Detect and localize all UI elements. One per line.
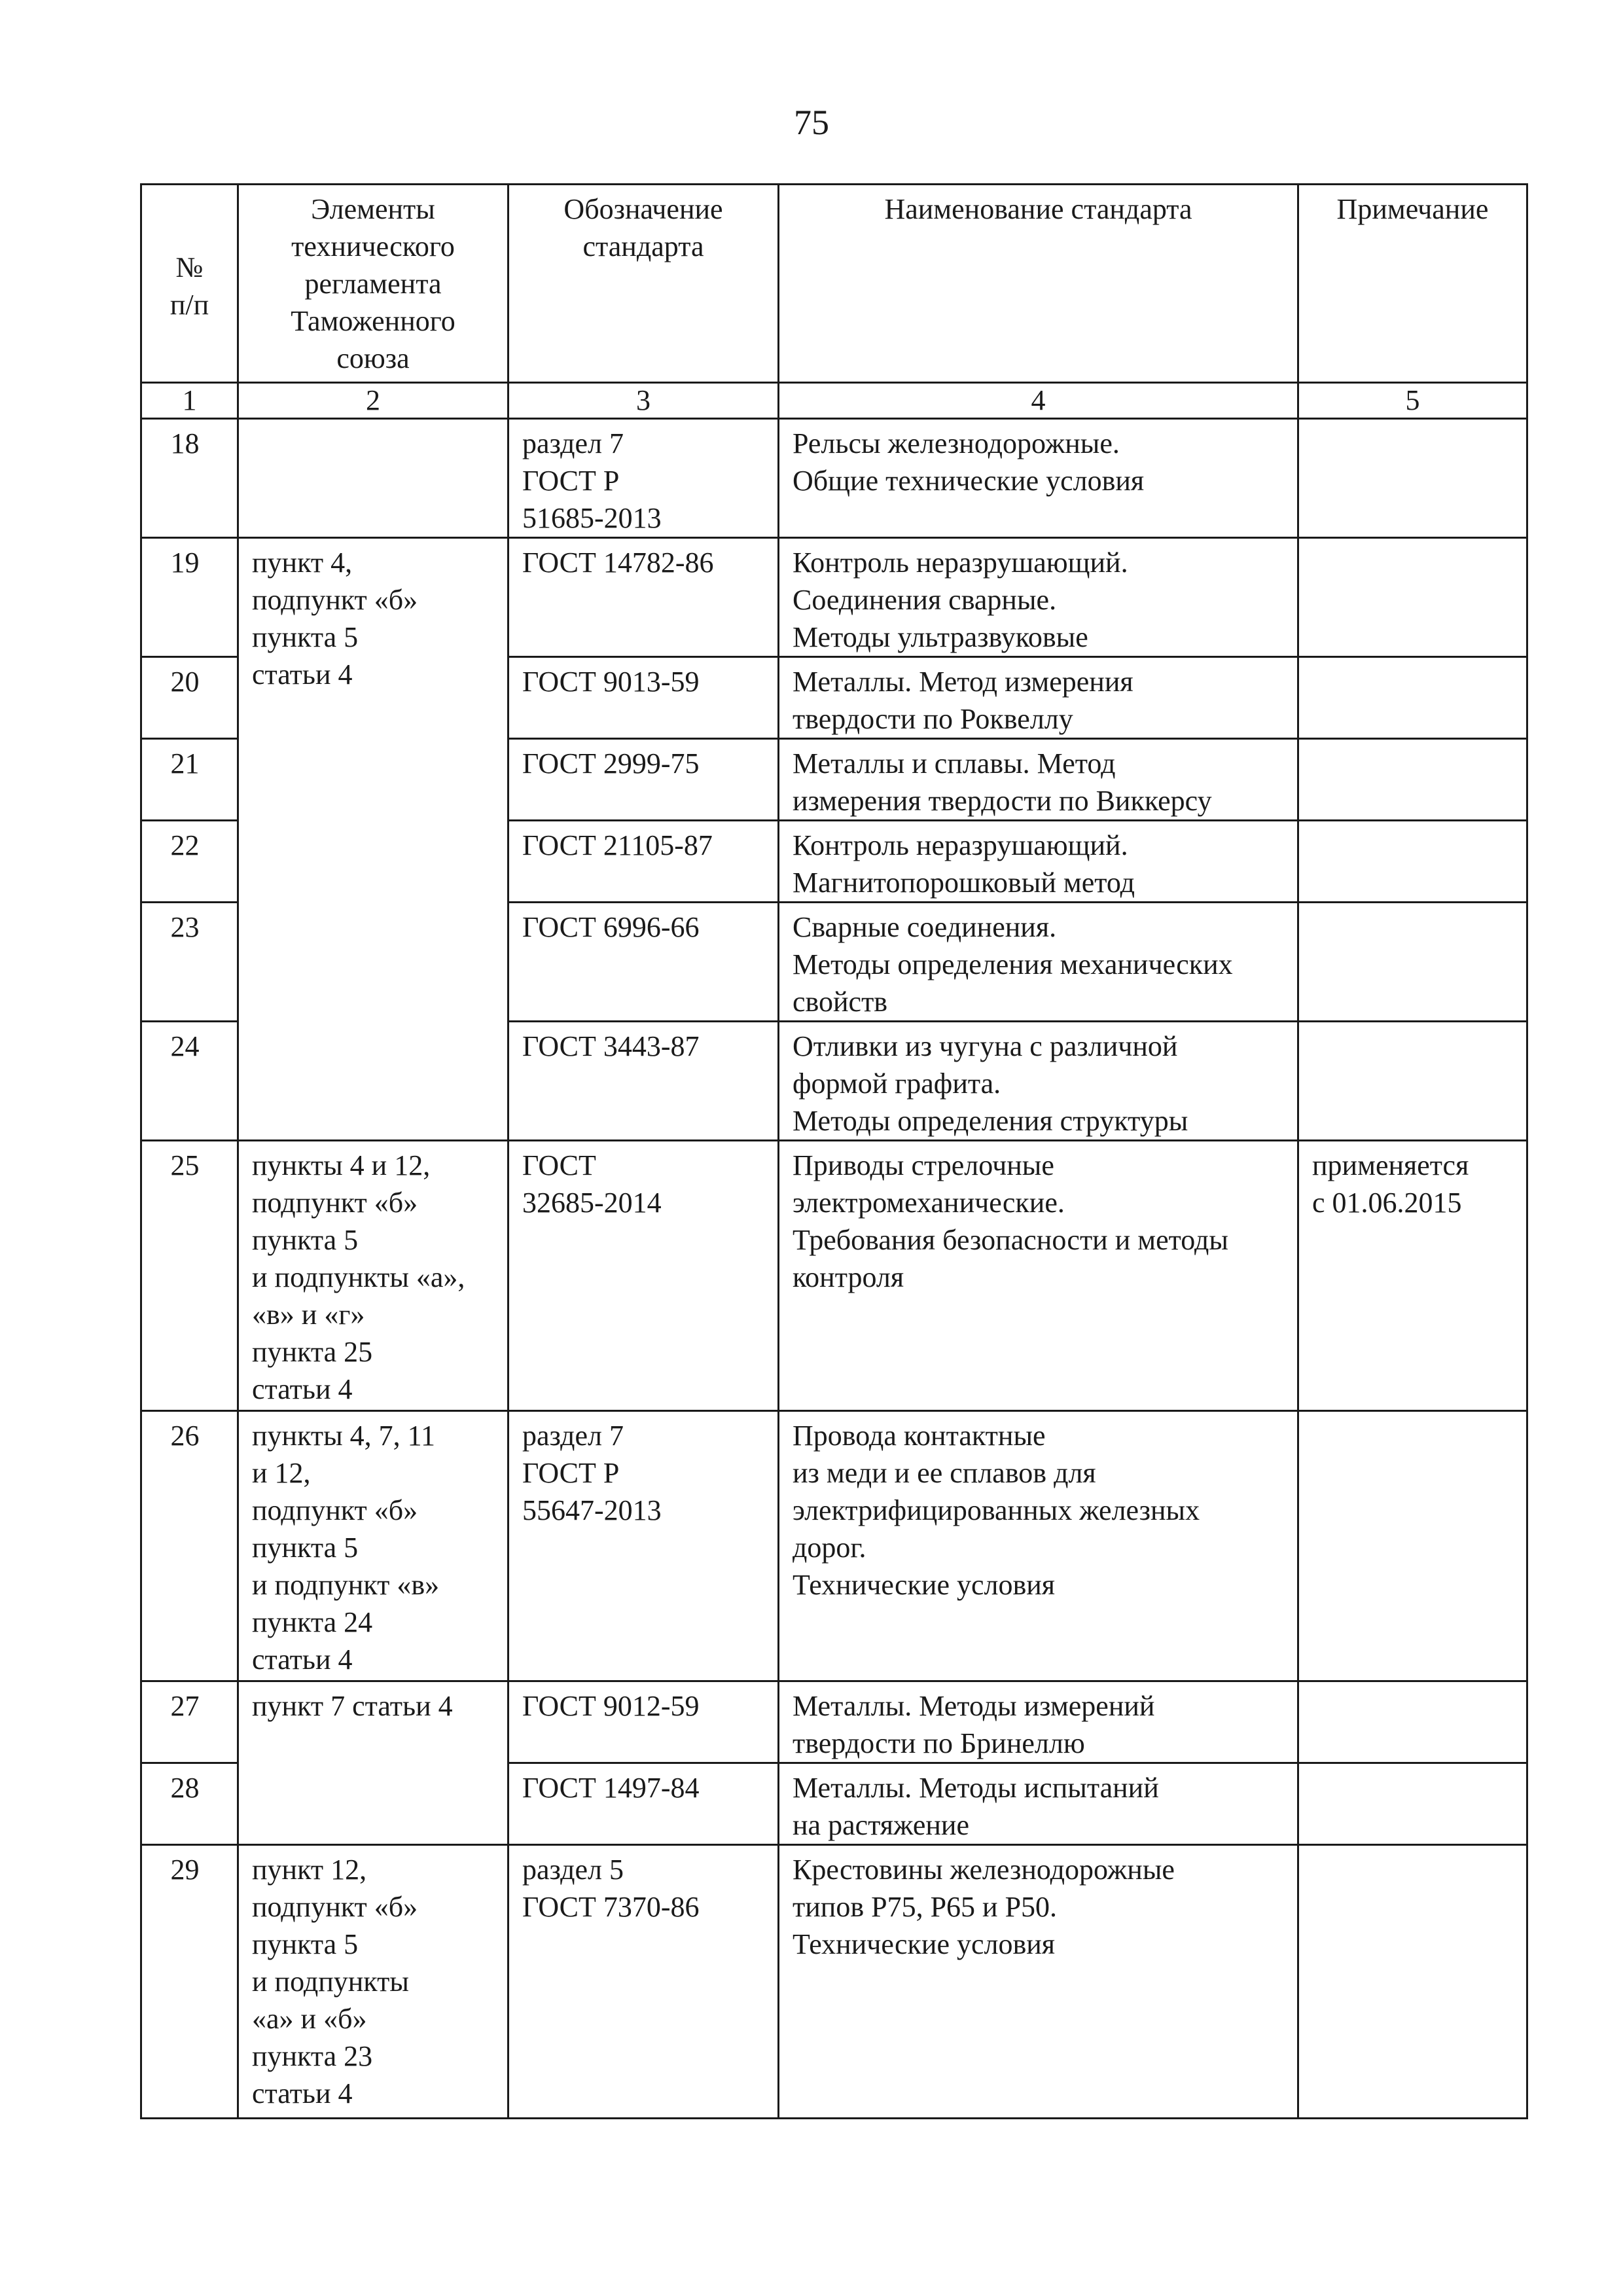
row-standard-name: Сварные соединения. Методы определения механических свойств bbox=[779, 903, 1298, 1022]
row-note bbox=[1298, 1763, 1527, 1845]
row-number: 28 bbox=[141, 1763, 238, 1845]
row-standard-name: Приводы стрелочные электромеханические. Требования безопасности и методы контроля bbox=[779, 1141, 1298, 1411]
header-num-label: № п/п bbox=[169, 251, 209, 321]
row-standard-name: Крестовины железнодорожные типов Р75, Р65 и Р50. Технические условия bbox=[779, 1845, 1298, 2119]
row-designation: ГОСТ 2999-75 bbox=[508, 739, 779, 821]
row-designation: ГОСТ 32685-2014 bbox=[508, 1141, 779, 1411]
table-row bbox=[141, 1681, 1527, 1763]
header-note bbox=[1298, 185, 1527, 383]
row-standard-name: Металлы. Метод измерения твердости по Роквеллу bbox=[779, 657, 1298, 739]
standards-table bbox=[140, 183, 1528, 2119]
row-note bbox=[1298, 821, 1527, 903]
row-element: пункты 4, 7, 11 и 12, подпункт «б» пункта 5 и подпункт «в» пункта 24 статьи 4 bbox=[238, 1411, 508, 1681]
row-element: пункт 4, подпункт «б» пункта 5 статьи 4 bbox=[238, 538, 508, 1141]
table-row bbox=[141, 1141, 1527, 1411]
page-number: 75 bbox=[794, 103, 829, 142]
header-note-label: Примечание bbox=[1336, 193, 1489, 225]
header-num bbox=[141, 185, 238, 383]
column-number: 3 bbox=[508, 383, 779, 419]
header-designation bbox=[508, 185, 779, 383]
row-standard-name: Металлы и сплавы. Метод измерения твердости по Виккерсу bbox=[779, 739, 1298, 821]
row-number: 21 bbox=[141, 739, 238, 821]
row-note bbox=[1298, 739, 1527, 821]
row-designation: ГОСТ 9012-59 bbox=[508, 1681, 779, 1763]
row-note bbox=[1298, 903, 1527, 1022]
row-designation: раздел 7 ГОСТ Р 55647-2013 bbox=[508, 1411, 779, 1681]
row-element: пункт 7 статьи 4 bbox=[238, 1681, 508, 1845]
row-designation: раздел 5 ГОСТ 7370-86 bbox=[508, 1845, 779, 2119]
row-standard-name: Контроль неразрушающий. Магнитопорошковый метод bbox=[779, 821, 1298, 903]
column-number-row bbox=[141, 383, 1527, 419]
row-number: 29 bbox=[141, 1845, 238, 2119]
column-number: 1 bbox=[141, 383, 238, 419]
row-note bbox=[1298, 538, 1527, 657]
row-standard-name: Металлы. Методы испытаний на растяжение bbox=[779, 1763, 1298, 1845]
row-designation: раздел 7 ГОСТ Р 51685-2013 bbox=[508, 419, 779, 538]
header-name bbox=[779, 185, 1298, 383]
header-name-label: Наименование стандарта bbox=[884, 193, 1192, 225]
table-row bbox=[141, 1845, 1527, 2119]
row-designation: ГОСТ 21105-87 bbox=[508, 821, 779, 903]
row-number: 20 bbox=[141, 657, 238, 739]
row-note bbox=[1298, 657, 1527, 739]
row-standard-name: Отливки из чугуна с различной формой графита. Методы определения структуры bbox=[779, 1022, 1298, 1141]
row-note: применяется с 01.06.2015 bbox=[1298, 1141, 1527, 1411]
header-row bbox=[141, 185, 1527, 383]
row-note bbox=[1298, 1411, 1527, 1681]
row-designation: ГОСТ 1497-84 bbox=[508, 1763, 779, 1845]
table-row bbox=[141, 419, 1527, 538]
row-note bbox=[1298, 419, 1527, 538]
column-number: 4 bbox=[779, 383, 1298, 419]
row-number: 24 bbox=[141, 1022, 238, 1141]
row-designation: ГОСТ 9013-59 bbox=[508, 657, 779, 739]
row-number: 26 bbox=[141, 1411, 238, 1681]
table-row bbox=[141, 1411, 1527, 1681]
column-number: 2 bbox=[238, 383, 508, 419]
row-note bbox=[1298, 1845, 1527, 2119]
row-number: 19 bbox=[141, 538, 238, 657]
row-standard-name: Рельсы железнодорожные. Общие технические условия bbox=[779, 419, 1298, 538]
row-number: 23 bbox=[141, 903, 238, 1022]
row-number: 25 bbox=[141, 1141, 238, 1411]
row-note bbox=[1298, 1022, 1527, 1141]
header-elements bbox=[238, 185, 508, 383]
row-element: пункты 4 и 12, подпункт «б» пункта 5 и подпункты «а», «в» и «г» пункта 25 статьи 4 bbox=[238, 1141, 508, 1411]
row-number: 22 bbox=[141, 821, 238, 903]
table-row bbox=[141, 538, 1527, 657]
row-designation: ГОСТ 6996-66 bbox=[508, 903, 779, 1022]
row-element bbox=[238, 419, 508, 538]
row-designation: ГОСТ 14782-86 bbox=[508, 538, 779, 657]
row-element: пункт 12, подпункт «б» пункта 5 и подпункты «а» и «б» пункта 23 статьи 4 bbox=[238, 1845, 508, 2119]
row-standard-name: Контроль неразрушающий. Соединения сварные. Методы ультразвуковые bbox=[779, 538, 1298, 657]
row-standard-name: Металлы. Методы измерений твердости по Бринеллю bbox=[779, 1681, 1298, 1763]
row-standard-name: Провода контактные из меди и ее сплавов для электрифицированных железных дорог. Технические условия bbox=[779, 1411, 1298, 1681]
row-designation: ГОСТ 3443-87 bbox=[508, 1022, 779, 1141]
row-number: 27 bbox=[141, 1681, 238, 1763]
row-number: 18 bbox=[141, 419, 238, 538]
header-elements-label: Элементы технического регламента Таможенного союза bbox=[291, 193, 455, 374]
row-note bbox=[1298, 1681, 1527, 1763]
header-designation-label: Обозначение стандарта bbox=[563, 193, 723, 262]
column-number: 5 bbox=[1298, 383, 1527, 419]
